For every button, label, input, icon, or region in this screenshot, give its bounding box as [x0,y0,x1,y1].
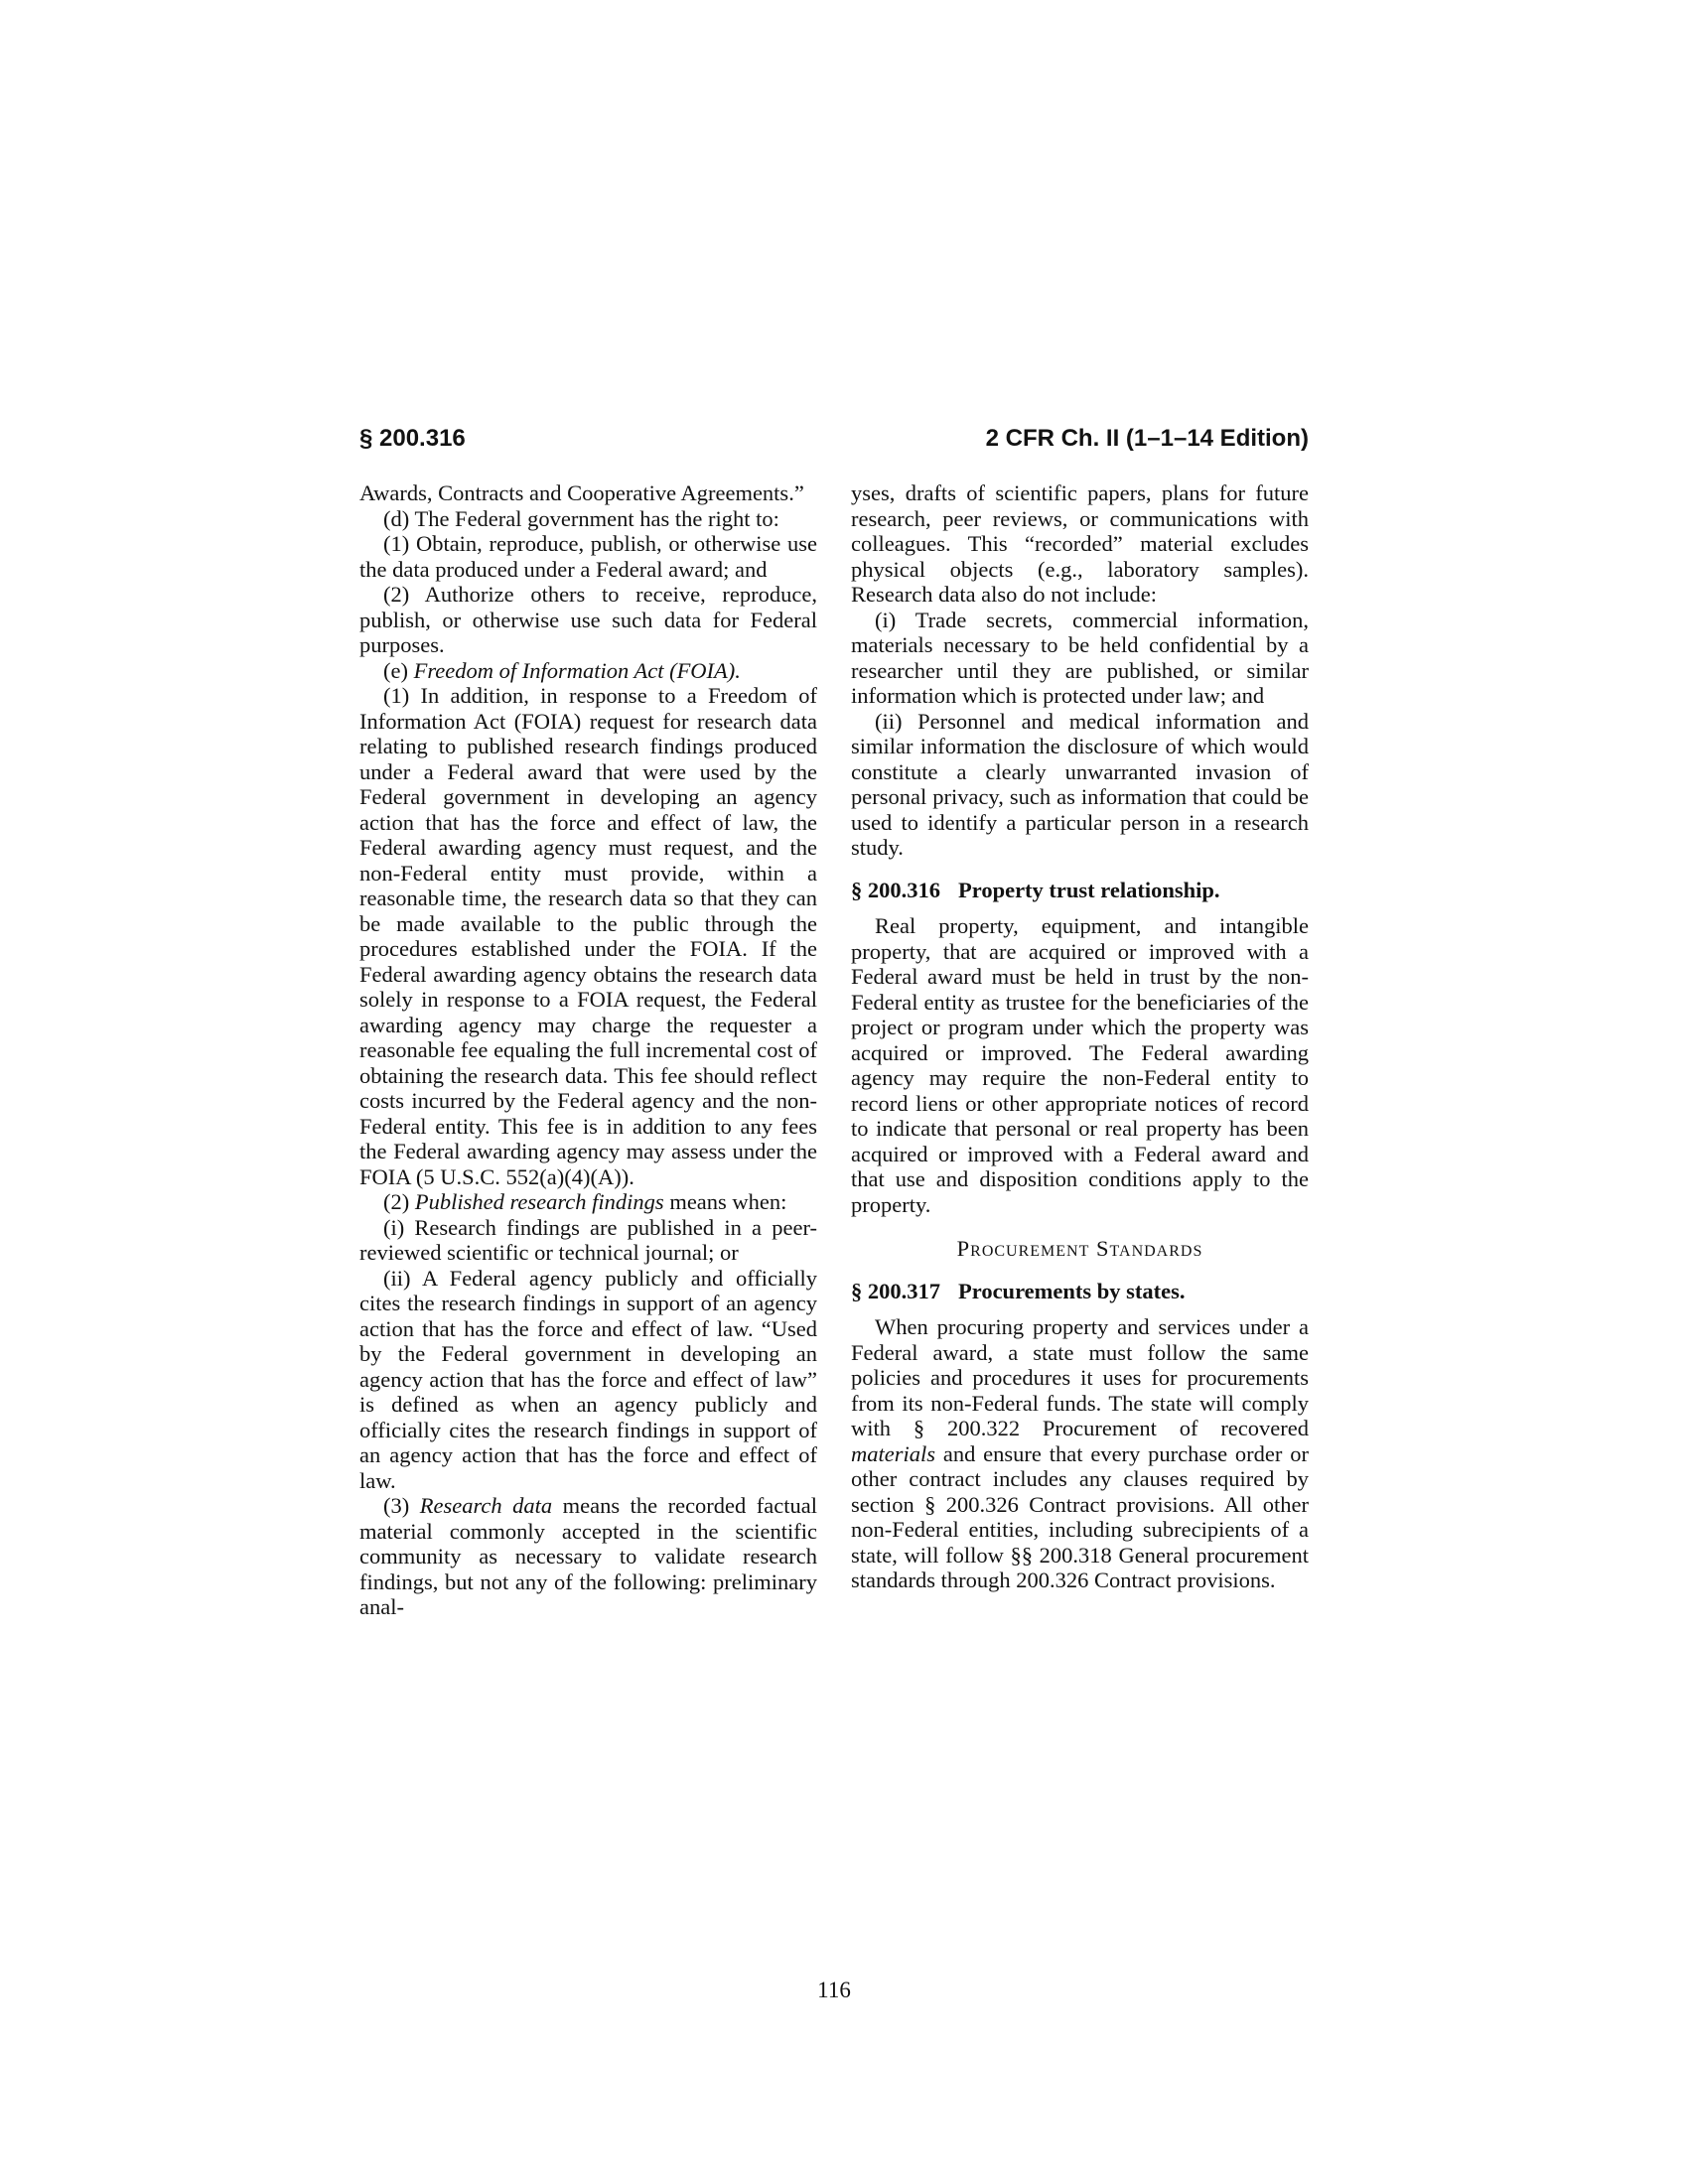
paragraph: (1) In addition, in response to a Freedom of Information Act (FOIA) request for research data relating to published research findings produced under a Federal award that were used by the Federal government in developing an agency action that has the force and effect of law, the Federal awarding agency must request, and the non-Federal entity must provide, within a reasonable time, the research data so that they can be made available to the public through the procedures established under the FOIA. If the Federal awarding agency obtains the research data solely in response to a FOIA request, the Federal awarding agency may charge the requester a reasonable fee equaling the full incremental cost of obtaining the research data. This fee should reflect costs incurred by the Federal agency and the non-Federal entity. This fee is in addition to any fees the Federal awarding agency may assess under the FOIA (5 U.S.C. 552(a)(4)(A)). [359,683,817,1189]
header-section-number: § 200.316 [359,425,466,452]
paragraph: When procuring property and services under a Federal award, a state must follow the same policies and procedures it uses for procurements from its non-Federal funds. The state will comply with § 200.322 Procurement of recovered materials and ensure that every purchase order or other contract includes any clauses required by section § 200.326 Contract provisions. All other non-Federal entities, including subrecipients of a state, will follow §§ 200.318 General procurement standards through 200.326 Contract provisions. [851,1314,1309,1592]
paragraph: (3) Research data means the recorded factual material commonly accepted in the scientific community as necessary to validate research findings, but not any of the following: preliminary anal- [359,1493,817,1619]
paragraph: yses, drafts of scientific papers, plans for future research, peer reviews, or communications with colleagues. This “recorded” material excludes physical objects (e.g., laboratory samples). Research data also do not include: [851,480,1309,607]
paragraph: (ii) A Federal agency publicly and officially cites the research findings in support of an agency action that has the force and effect of law. “Used by the Federal government in developing an agency action that has the force and effect of law” is defined as when an agency publicly and officially cites the research findings in support of an agency action that has the force and effect of law. [359,1265,817,1493]
section-number: § 200.317 [851,1278,940,1303]
paragraph: (i) Trade secrets, commercial information, materials necessary to be held confidential by a researcher until they are published, or similar information which is protected under law; and [851,607,1309,708]
section-title: Procurements by states. [958,1278,1186,1303]
paragraph: Real property, equipment, and intangible property, that are acquired or improved with a Federal award must be held in trust by the non-Federal entity as trustee for the beneficiaries of the project or program under which the property was acquired or improved. The Federal awarding agency may require the non-Federal entity to record liens or other appropriate notices of record to indicate that personal or real property has been acquired or improved with a Federal award and that use and disposition conditions apply to the property. [851,913,1309,1217]
paragraph: (1) Obtain, reproduce, publish, or otherwise use the data produced under a Federal award; and [359,531,817,582]
page-number: 116 [817,1978,851,2002]
section-number: § 200.316 [851,877,940,902]
right-column [851,480,1309,1620]
running-header [359,425,1309,453]
left-column [359,480,817,1620]
paragraph: (2) Authorize others to receive, reproduce, publish, or otherwise use such data for Federal purposes. [359,582,817,657]
page-content [359,425,1309,1620]
paragraph: (d) The Federal government has the right to: [383,505,779,531]
paragraph: (ii) Personnel and medical information and similar information the disclosure of which would constitute a clearly unwarranted invasion of personal privacy, such as information that could be used to identify a particular person in a research study. [851,708,1309,860]
section-heading [851,878,1309,903]
section-title: Property trust relationship. [958,877,1220,902]
paragraph: Awards, Contracts and Cooperative Agreements.” [359,480,804,505]
text-columns [359,480,1309,1620]
header-edition: 2 CFR Ch. II (1–1–14 Edition) [985,425,1309,452]
section-heading [851,1279,1309,1304]
center-heading: Procurement Standards [956,1236,1203,1261]
paragraph: (2) Published research findings means when: [383,1189,787,1214]
paragraph: (e) Freedom of Information Act (FOIA). [383,657,741,683]
paragraph: (i) Research findings are published in a peer-reviewed scientific or technical journal; or [359,1214,817,1265]
